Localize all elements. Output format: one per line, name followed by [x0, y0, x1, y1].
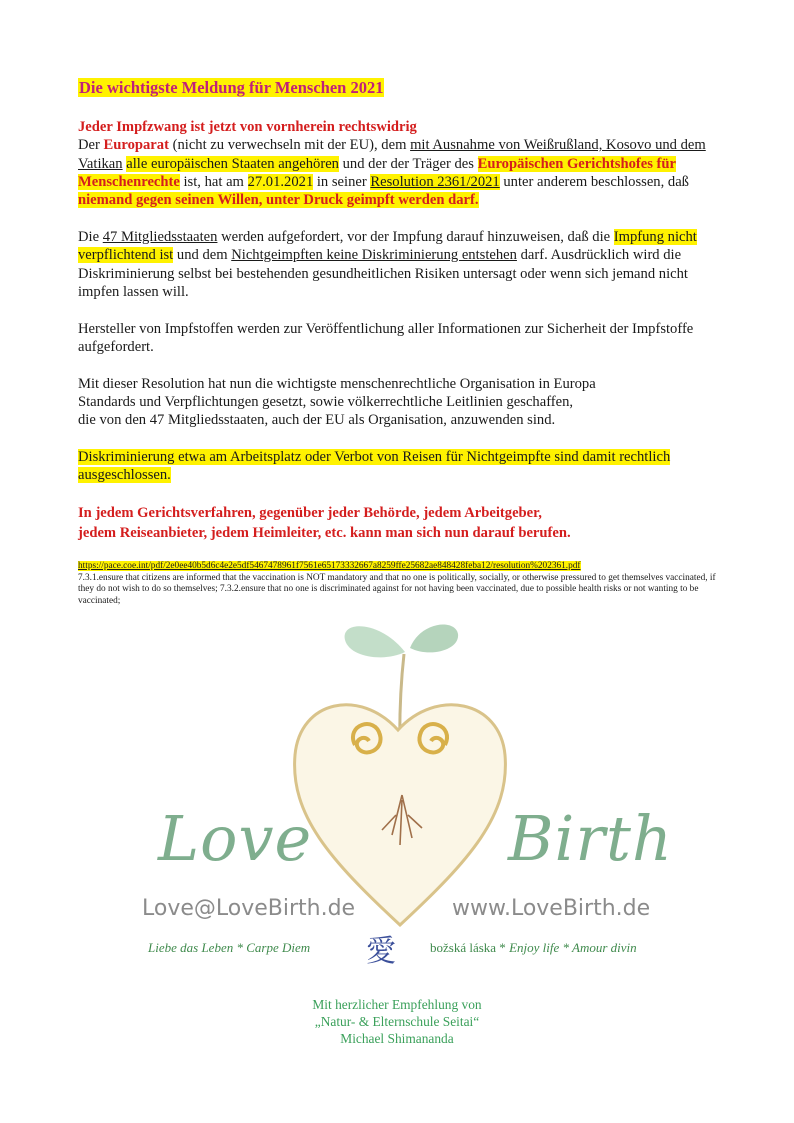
- document-body: [78, 78, 718, 607]
- nobody-forced-highlight: niemand gegen seinen Willen, unter Druck geimpft werden darf.: [78, 192, 479, 209]
- paragraph-member-states: Die 47 Mitgliedsstaaten werden aufgefordert, vor der Impfung darauf hinzuweisen, daß die Impfung nicht verpflichtend ist und dem Nichtgeimpften keine Diskriminierung entstehen darf. Ausdrücklich wird die Diskriminierung selbst bei bestehenden gesundheitlichen Risiken untersagt oder wenn sich jemand nicht impfen lassen will.: [78, 228, 697, 300]
- footer-recommendation: Mit herzlicher Empfehlung von „Natur- & Elternschule Seitai“ Michael Shimananda: [312, 997, 482, 1046]
- page-title: Die wichtigste Meldung für Menschen 2021: [79, 78, 384, 97]
- date-highlight: 27.01.2021: [247, 173, 314, 190]
- paragraph-invoke: In jedem Gerichtsverfahren, gegenüber jeder Behörde, jedem Arbeitgeber, jedem Reiseanbieter, jedem Heimleiter, etc. kann man sich nun darauf berufen.: [78, 505, 571, 542]
- paragraph-manufacturers: Hersteller von Impfstoffen werden zur Veröffentlichung aller Informationen zur Sicherheit der Impfstoffe aufgefordert.: [78, 320, 694, 355]
- subtitle: Jeder Impfzwang ist jetzt von vornherein rechtswidrig: [78, 119, 417, 135]
- logo-website[interactable]: www.LoveBirth.de: [452, 896, 651, 921]
- member-states-term: 47 Mitgliedsstaaten: [102, 228, 218, 245]
- heart-sprout-graphic: [0, 610, 794, 970]
- no-discrimination-term: Nichtgeimpften keine Diskriminierung entstehen: [231, 247, 517, 264]
- motto-right: božská láska * Enjoy life * Amour divin: [430, 940, 637, 955]
- paragraph-europarat: Der Europarat (nicht zu verwechseln mit der EU), dem mit Ausnahme von Weißrußland, Kosovo und dem Vatikan alle europäischen Staaten angehören und der der Träger des Europäischen Gerichtshofes für Menschenrechte ist, hat am 27.01.2021 in seiner Resolution 2361/2021 unter anderem beschlossen, daß niemand gegen seinen Willen, unter Druck geimpft werden darf.: [78, 137, 706, 209]
- logo-word-love: Love: [158, 802, 313, 875]
- paragraph-resolution-standards: Mit dieser Resolution hat nun die wichtigste menschenrechtliche Organisation in Europa Standards und Verpflichtungen gesetzt, sowie völkerrechtliche Leitlinien geschaffen, die von den 47 Mitgliedsstaaten, auch der EU als Organisation, anzuwenden sind.: [78, 375, 596, 429]
- love-kanji-icon: 愛: [366, 934, 396, 969]
- motto-left: Liebe das Leben * Carpe Diem: [148, 940, 311, 955]
- europarat-term: Europarat: [103, 137, 169, 154]
- source-block: [78, 561, 718, 607]
- resolution-highlight: Resolution 2361/2021: [370, 173, 500, 190]
- source-quote: 7.3.1.ensure that citizens are informed that the vaccination is NOT mandatory and that no one is politically, socially, or otherwise pressured to get themselves vaccinated, if they do not wish to do so themselves; 7.3.2.ensure that no one is discriminated against for not having been vaccinated, due to possible health risks or not wanting to be vaccinated;: [78, 572, 716, 606]
- not-mandatory-highlight: Impfung nicht verpflichtend ist: [78, 228, 697, 264]
- source-link[interactable]: https://pace.coe.int/pdf/2e0ee40b5d6c4e2e5df5467478961f7561e65173332667a8259ffe25682ae848428feba12/resolution%202361.pdf: [78, 561, 581, 572]
- court-highlight: Europäischen Gerichtshofes für Menschenrechte: [78, 155, 676, 190]
- logo-word-birth: Birth: [508, 802, 673, 875]
- lovebirth-logo: [0, 610, 794, 970]
- all-states-highlight: alle europäischen Staaten angehören: [126, 155, 339, 172]
- logo-email[interactable]: Love@LoveBirth.de: [142, 896, 356, 921]
- exception-note: mit Ausnahme von Weißrußland, Kosovo und dem Vatikan: [78, 137, 706, 172]
- paragraph-discrimination: Diskriminierung etwa am Arbeitsplatz oder Verbot von Reisen für Nichtgeimpfte sind damit rechtlich ausgeschlossen.: [78, 449, 671, 484]
